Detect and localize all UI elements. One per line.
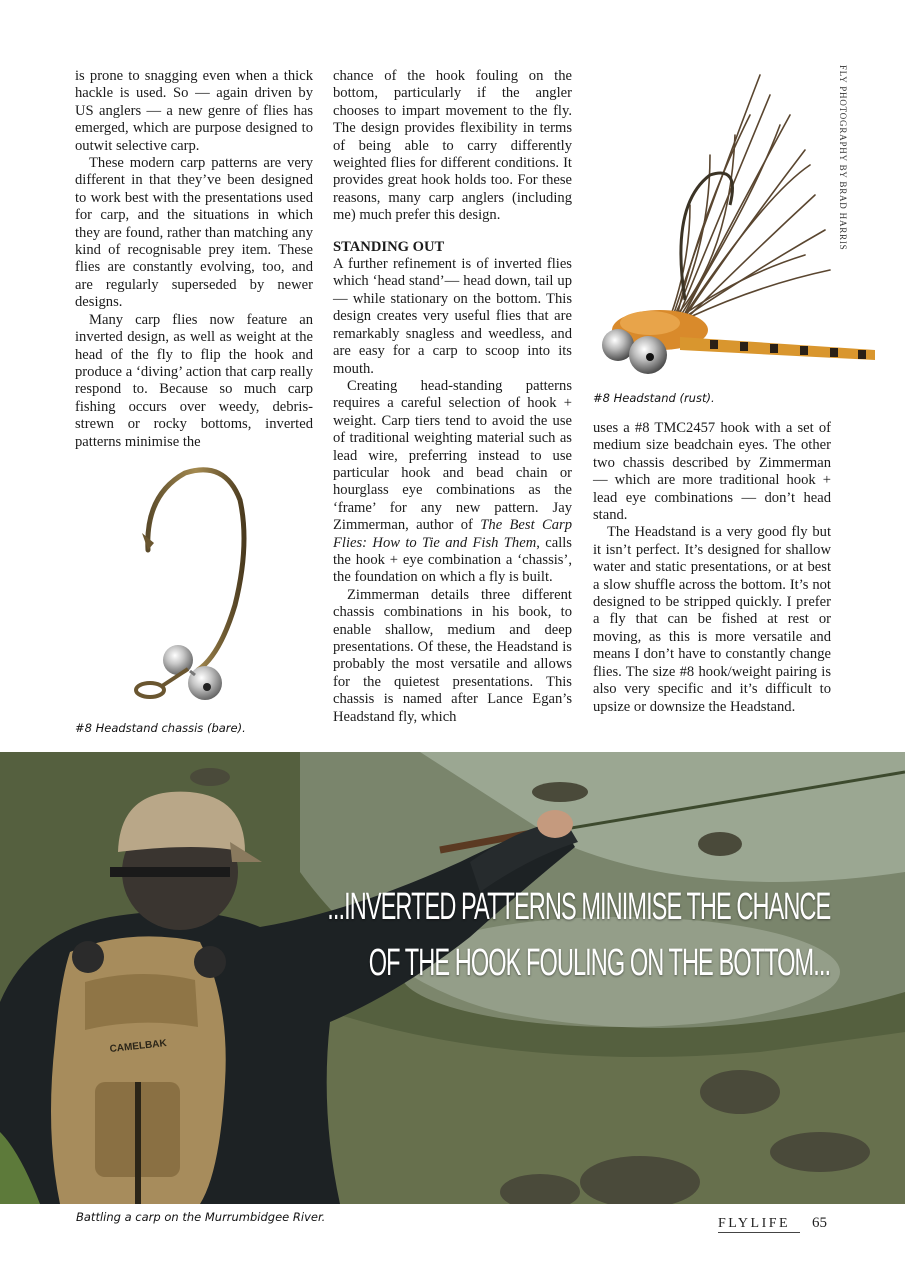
- paragraph-text: Creating head-standing patterns requires a careful selection of hook + weight. Carp tiers tend to avoid the use of traditional weighting material such as lead wire, preferring instead to use particular hook and bead chain or hourglass eye combinations as the ‘frame’ for any new pattern. Jay Zimmerman, author of: [333, 377, 572, 534]
- caption-headstand-rust: #8 Headstand (rust).: [593, 391, 715, 405]
- paragraph: chance of the hook fouling on the bottom, particularly if the angler chooses to impart movement to the fly. The design provides flexibility in terms of being able to carry differently weighted flies for different conditions. It provides great hook holds too. For these reasons, many carp anglers (including me) much prefer this design.: [333, 68, 572, 224]
- backpack-brand: CAMELBAK: [109, 1038, 168, 1055]
- article-column-1: [75, 68, 313, 451]
- paragraph: The Headstand is a very good fly but it isn’t perfect. It’s designed for shallow water and static presentations, or at best a slow shuffle across the bottom. It’s not designed to be stripped quickly. I prefer a fly that can be fished at rest or moving, as this is more versatile and means I don’t have to constantly change flies. The size #8 hook/weight pairing is also very specific and it’s difficult to upsize or downsize the Headstand.: [593, 524, 831, 715]
- headstand-fly-image: [590, 55, 880, 385]
- paragraph: uses a #8 TMC2457 hook with a set of medium size beadchain eyes. The other two chassis described by Zimmerman — which are more traditional hook + lead eye combinations — don’t head stand.: [593, 420, 831, 524]
- pull-quote-line-1: ...INVERTED PATTERNS MINIMISE THE CHANCE: [326, 886, 830, 928]
- hook-chassis-image: [120, 455, 270, 710]
- book-title: The Best Carp Flies: How to Tie and Fish Them: [333, 517, 573, 551]
- article-column-3: [593, 420, 831, 716]
- footer-rule: [718, 1232, 800, 1233]
- paragraph: is prone to snagging even when a thick hackle is used. So — again driven by US anglers — a new genre of flies has emerged, which are purpose designed to outwit selective carp.: [75, 68, 313, 154]
- paragraph-text: , calls the hook + eye combination a ‘chassis’, the foundation on which a fly is built.: [333, 534, 572, 586]
- pull-quote-line-2: OF THE HOOK FOULING ON THE BOTTOM...: [368, 942, 830, 984]
- caption-river-photo: Battling a carp on the Murrumbidgee River.: [76, 1210, 326, 1224]
- magazine-brand: FLYLIFE: [718, 1216, 791, 1231]
- paragraph: A further refinement is of inverted flies which ‘head stand’— head down, tail up — while stationary on the bottom. This design creates very useful flies that are remarkably snagless and weedless, and are easy for a carp to scoop into its mouth.: [333, 256, 572, 377]
- paragraph: [333, 378, 572, 587]
- paragraph: Many carp flies now feature an inverted design, as well as weight at the head of the fly to flip the hook and produce a ‘diving’ action that carp really respond to. Because so much carp fishing occurs over weedy, debris-strewn or rocky bottoms, inverted patterns minimise the: [75, 311, 313, 450]
- section-heading: STANDING OUT: [333, 238, 445, 255]
- page-number: 65: [812, 1215, 827, 1231]
- caption-hook-chassis: #8 Headstand chassis (bare).: [75, 721, 246, 735]
- article-column-2: [333, 68, 572, 726]
- photo-credit: FLY PHOTOGRAPHY BY BRAD HARRIS: [838, 65, 848, 251]
- paragraph: Zimmerman details three different chassis combinations in his book, to enable shallow, medium and deep presentations. Of these, the Headstand is probably the most versatile and allows for the quietest presentations. This chassis is named after Lance Egan’s Headstand fly, which: [333, 586, 572, 725]
- paragraph: These modern carp patterns are very different in that they’ve been designed to work best with the presentations used for carp, and the situations in which they are found, rather than matching any kind of recognisable prey item. These flies are constantly evolving, too, and are regularly superseded by newer designs.: [75, 155, 313, 311]
